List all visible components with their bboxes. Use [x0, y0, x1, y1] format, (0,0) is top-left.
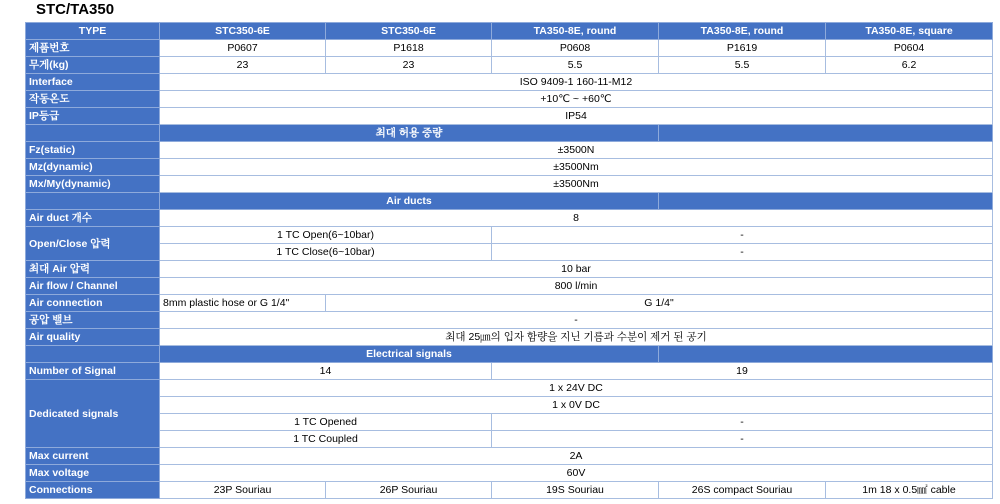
row-label: Mz(dynamic) — [26, 159, 160, 176]
table-row — [26, 431, 993, 448]
cell: 26S compact Souriau — [659, 482, 826, 499]
table-row — [26, 414, 993, 431]
header-type: TYPE — [26, 23, 160, 40]
cell: P1619 — [659, 40, 826, 57]
cell: 60V — [160, 465, 993, 482]
row-label: Interface — [26, 74, 160, 91]
row-label: Number of Signal — [26, 363, 160, 380]
table-row — [26, 40, 993, 57]
table-row — [26, 329, 993, 346]
table-row — [26, 312, 993, 329]
row-label: 최대 Air 압력 — [26, 261, 160, 278]
table-row — [26, 448, 993, 465]
cell: 23 — [160, 57, 326, 74]
header-col-3: TA350-8E, round — [492, 23, 659, 40]
header-col-1: STC350-6E — [160, 23, 326, 40]
cell: - — [492, 244, 993, 261]
header-col-5: TA350-8E, square — [826, 23, 993, 40]
row-label: Air quality — [26, 329, 160, 346]
section-row-elec — [26, 346, 993, 363]
cell: 23P Souriau — [160, 482, 326, 499]
table-row — [26, 278, 993, 295]
cell: - — [492, 414, 993, 431]
row-label: 무게(kg) — [26, 57, 160, 74]
table-row — [26, 295, 993, 312]
section-spacer — [26, 125, 160, 142]
cell: P1618 — [326, 40, 492, 57]
row-label: Max current — [26, 448, 160, 465]
page-title: STC/TA350 — [36, 1, 115, 18]
cell: 8mm plastic hose or G 1/4" — [160, 295, 326, 312]
table-row — [26, 159, 993, 176]
section-spacer — [659, 346, 993, 363]
row-label: IP등급 — [26, 108, 160, 125]
table-row — [26, 227, 993, 244]
table-row — [26, 91, 993, 108]
cell: ISO 9409-1 160-11-M12 — [160, 74, 993, 91]
table-row — [26, 465, 993, 482]
cell: - — [492, 227, 993, 244]
row-label: Connections — [26, 482, 160, 499]
table-row — [26, 57, 993, 74]
cell: IP54 — [160, 108, 993, 125]
header-col-4: TA350-8E, round — [659, 23, 826, 40]
cell: P0607 — [160, 40, 326, 57]
row-label: Open/Close 압력 — [26, 227, 160, 261]
cell: 5.5 — [492, 57, 659, 74]
section-spacer — [26, 193, 160, 210]
cell: 19S Souriau — [492, 482, 659, 499]
cell: 23 — [326, 57, 492, 74]
section-row-air — [26, 193, 993, 210]
cell: 14 — [160, 363, 492, 380]
cell: - — [492, 431, 993, 448]
section-spacer — [659, 125, 993, 142]
cell: 1 TC Coupled — [160, 431, 492, 448]
cell: 1 x 24V DC — [160, 380, 993, 397]
row-label: Air connection — [26, 295, 160, 312]
cell: - — [160, 312, 993, 329]
table-row — [26, 482, 993, 499]
table-row — [26, 244, 993, 261]
section-title: Electrical signals — [160, 346, 659, 363]
cell: 10 bar — [160, 261, 993, 278]
table-row — [26, 108, 993, 125]
table-row — [26, 74, 993, 91]
cell: ±3500Nm — [160, 159, 993, 176]
cell: 19 — [492, 363, 993, 380]
cell: 800 l/min — [160, 278, 993, 295]
row-label: Dedicated signals — [26, 380, 160, 448]
table-row — [26, 397, 993, 414]
cell: 8 — [160, 210, 993, 227]
section-spacer — [26, 346, 160, 363]
cell: +10℃ ~ +60℃ — [160, 91, 993, 108]
cell: ±3500Nm — [160, 176, 993, 193]
cell: 2A — [160, 448, 993, 465]
row-label: 제품번호 — [26, 40, 160, 57]
section-row-load — [26, 125, 993, 142]
cell: 1 TC Open(6~10bar) — [160, 227, 492, 244]
cell: 6.2 — [826, 57, 993, 74]
cell: G 1/4" — [326, 295, 993, 312]
cell: 1 TC Close(6~10bar) — [160, 244, 492, 261]
cell: ±3500N — [160, 142, 993, 159]
table-row — [26, 210, 993, 227]
table-row — [26, 142, 993, 159]
table-row — [26, 363, 993, 380]
table-row — [26, 176, 993, 193]
row-label: 공압 밸브 — [26, 312, 160, 329]
cell: 1 TC Opened — [160, 414, 492, 431]
table-row — [26, 261, 993, 278]
header-row — [26, 23, 993, 40]
row-label: Air flow / Channel — [26, 278, 160, 295]
cell: 최대 25㎛의 입자 함량을 지닌 기름과 수분이 제거 된 공기 — [160, 329, 993, 346]
header-col-2: STC350-6E — [326, 23, 492, 40]
section-spacer — [659, 193, 993, 210]
cell: 1 x 0V DC — [160, 397, 993, 414]
row-label: 작동온도 — [26, 91, 160, 108]
cell: 1m 18 x 0.5㎟ cable — [826, 482, 993, 499]
cell: P0604 — [826, 40, 993, 57]
cell: 26P Souriau — [326, 482, 492, 499]
row-label: Mx/My(dynamic) — [26, 176, 160, 193]
row-label: Max voltage — [26, 465, 160, 482]
section-title: 최대 허용 중량 — [160, 125, 659, 142]
row-label: Fz(static) — [26, 142, 160, 159]
section-title: Air ducts — [160, 193, 659, 210]
spec-table — [25, 22, 993, 499]
cell: P0608 — [492, 40, 659, 57]
cell: 5.5 — [659, 57, 826, 74]
table-row — [26, 380, 993, 397]
row-label: Air duct 개수 — [26, 210, 160, 227]
